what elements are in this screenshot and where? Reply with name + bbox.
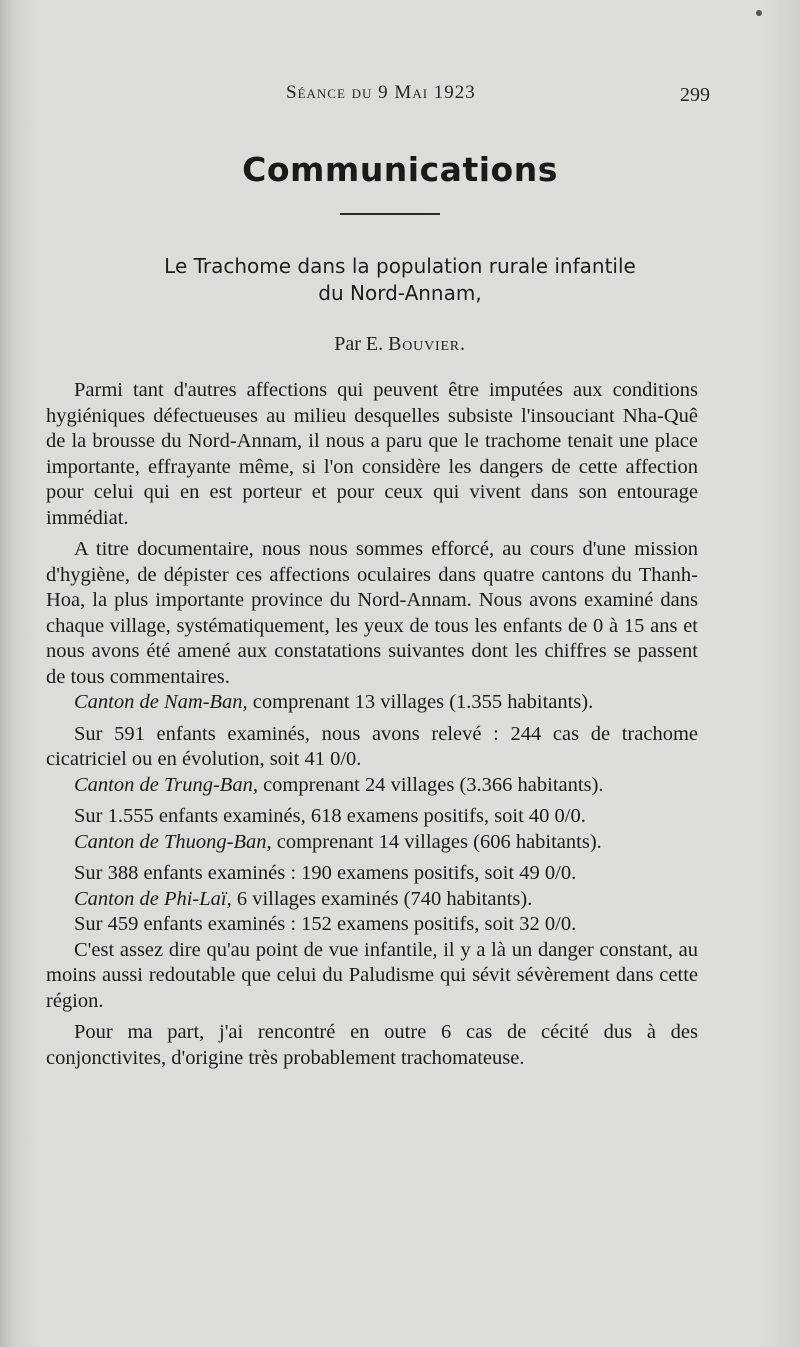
byline-prefix: Par E.: [334, 333, 384, 355]
canton-thuong-ban: [46, 830, 698, 856]
running-head: Séance du 9 Mai 1923: [286, 82, 476, 103]
canton-phi-lai-result: Sur 459 enfants examinés : 152 examens positifs, soit 32 0/0.: [74, 913, 577, 935]
canton-trung-ban-name: Canton de Trung-Ban,: [74, 773, 258, 796]
title-rule: [340, 213, 440, 215]
page-header: [0, 78, 800, 108]
article-body: [46, 378, 698, 1071]
paragraph-method: A titre documentaire, nous nous sommes efforcé, au cours d'une mission d'hygiène, de dépister ces affections oculaires dans quatre cantons du Thanh-Hoa, la plus importante province du Nord-Annam. Nous avons examiné dans chaque village, systématiquement, les yeux de tous les enfants de 0 à 15 ans et nous avons été amené aux constatations suivantes dont les chiffres se passent de tous commentaires.: [46, 538, 698, 688]
canton-thuong-ban-desc: comprenant 14 villages (606 habitants).: [271, 830, 602, 853]
ink-speck: [756, 10, 762, 16]
paragraph-final: Pour ma part, j'ai rencontré en outre 6 cas de cécité dus à des conjonctivites, d'origine très probablement trachomateuse.: [46, 1021, 698, 1069]
byline-author: Bouvier.: [388, 333, 466, 355]
article-title-line-2: du Nord-Annam,: [318, 281, 482, 305]
canton-trung-ban-result: Sur 1.555 enfants examinés, 618 examens positifs, soit 40 0/0.: [74, 805, 586, 827]
canton-nam-ban-desc: comprenant 13 villages (1.355 habitants).: [247, 691, 594, 713]
canton-nam-ban: [46, 690, 698, 716]
paragraph-conclusion: C'est assez dire qu'au point de vue infantile, il y a là un danger constant, au moins aussi redoutable que celui du Paludisme qui sévit sévèrement dans cette région.: [46, 938, 698, 1012]
article-title: [90, 253, 710, 307]
canton-phi-lai-desc: 6 villages examinés (740 habitants).: [231, 887, 533, 910]
canton-nam-ban-result: Sur 591 enfants examinés, nous avons relevé : 244 cas de trachome cicatriciel ou en évolution, soit 41 0/0.: [46, 722, 698, 770]
article-title-line-1: Le Trachome dans la population rurale infantile: [164, 254, 636, 278]
paragraph-intro: Parmi tant d'autres affections qui peuvent être imputées aux conditions hygiéniques défectueuses au milieu desquelles subsiste l'insouciant Nha-Quê de la brousse du Nord-Annam, il nous a paru que le trachome tenait une place importante, effrayante même, si l'on considère les dangers de cette affection pour celui qui en est porteur et pour ceux qui vivent dans son entourage immédiat.: [46, 379, 698, 529]
canton-thuong-ban-name: Canton de Thuong-Ban,: [74, 830, 272, 853]
byline: [0, 333, 800, 356]
canton-trung-ban-desc: comprenant 24 villages (3.366 habitants).: [257, 773, 604, 796]
canton-trung-ban: [46, 773, 698, 799]
canton-thuong-ban-result: Sur 388 enfants examinés : 190 examens positifs, soit 49 0/0.: [74, 862, 577, 884]
canton-nam-ban-name: Canton de Nam-Ban,: [74, 691, 248, 713]
canton-phi-lai: [46, 887, 698, 913]
section-title: Communications: [242, 150, 558, 189]
canton-phi-lai-name: Canton de Phi-Laï,: [74, 887, 232, 910]
page-number: 299: [680, 84, 710, 106]
